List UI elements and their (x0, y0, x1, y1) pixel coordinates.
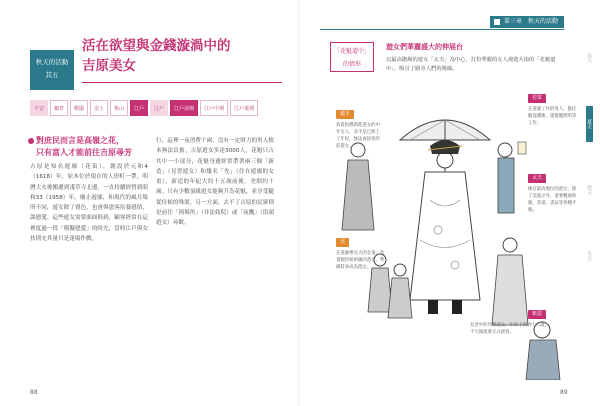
page-title (82, 36, 282, 76)
era-active: 江戶 (130, 100, 148, 116)
tag-wakaishu: 若眾 (528, 94, 546, 103)
callout-shinzo: 見習中的年輕遊女，年約十四到十六歲，不久後就會正式接客。 (470, 323, 550, 335)
era-timeline (30, 98, 285, 118)
title-rule (82, 82, 282, 83)
chapter-rule (320, 29, 564, 30)
illustration-label-line2: 的情形 (342, 61, 361, 68)
tab-spring: 春天 (586, 53, 592, 63)
era-item: 安土 (90, 100, 108, 116)
tab-autumn: 秋天 (586, 185, 592, 195)
era-label: 江戶 (150, 100, 168, 116)
tab-winter: 冬天 (586, 251, 592, 261)
subhead-line-1: 對庶民而言是高嶺之花， (36, 136, 124, 145)
era-item: 桃山 (110, 100, 128, 116)
title-line-2: 吉原美女 (82, 58, 136, 74)
body-column-2: 行，這裡一夜消費千兩，沒有一定財力的男人根本無法負擔。吉原遊女多達3000人，花魁只占其中一小部分，花魁身邊經常帶著兩三個「新造」（見習遊女）和幾名「禿」（住在遊廓的女童）。新造的年紀大約十五歲前後，禿則約十歲。只有少數頂級遊女能夠升為花魁，並享受隨從侍候的殊榮。另一方面，去不了吉原的民眾則是前往「岡場所」（非法妓院）或「夜鷹」（街頭遊女）尋歡。 (156, 138, 274, 227)
tab-summer: 夏天 (586, 106, 593, 142)
subhead (36, 135, 156, 159)
subhead-bullet-icon (28, 138, 34, 144)
era-label: 平安 (30, 100, 48, 116)
season-tabs (586, 40, 600, 304)
section-badge-line1: 秋天的活動 (35, 58, 69, 66)
chapter-header: 第三章 秋天的活動 (490, 16, 564, 28)
page-number-left: 88 (30, 389, 38, 396)
era-item: 戰國 (70, 100, 88, 116)
illustration-label-line1: 「花魁道中」 (333, 48, 370, 55)
illustration-label (330, 42, 374, 72)
section-badge-line2: 其五 (45, 71, 59, 79)
title-line-1: 活在欲望與金錢漩渦中的 (82, 38, 231, 54)
page-number-right: 89 (560, 389, 568, 396)
subhead-line-2: 只有富人才能前往吉原尋芳 (36, 148, 132, 157)
tag-tayu: 太夫 (528, 174, 546, 183)
tag-kamuro: 禿 (336, 238, 349, 247)
callout-yarite: 負責指導新進遊女的中年女人，多半是已經上了年紀，無法再接客的前遊女。 (336, 123, 380, 149)
callout-tayu: 擁有最高地位的遊女，除了美貌之外，還要精通和歌、茶道、書法等各種才藝。 (528, 187, 577, 213)
era-item: 鎌倉 (50, 100, 68, 116)
body-column-1: 吉原是知名遊廓（花街），創設於元和4（1618）年，原本位於現在的人形町一帶，明曆大火後搬遷到淺草寺北邊，一直持續經營到昭和33（1958）年。廢止遊廓，和現代的風月場所不同，遊女除了賣色，也會與恩客培養感情，談戀愛。這些遊女需要面面俱到，顧客經常在這裡度過一段「模擬戀愛」的時光，當時江戶與女扶則充其量只是逢場作戲。 (30, 164, 148, 243)
illustration-caption: 以最高階級的遊女「太夫」為中心，打扮華麗的女人漫遊大街的「花魁道中」，吸引了路旁人們的視線。 (386, 57, 556, 72)
era-item: 江戶後期 (230, 100, 258, 116)
tag-shinzo: 新造 (528, 310, 546, 319)
section-badge (30, 50, 74, 90)
callout-kamuro: 在遊廓裡長大的女童，負責服侍姐姐級的遊女，準備將來成為遊女。 (336, 251, 385, 270)
tag-yarite: 遣手 (336, 110, 354, 119)
illustration-heading: 遊女們華麗盛大的伸展台 (386, 43, 463, 51)
era-item: 江戶中期 (200, 100, 228, 116)
callout-wakaishu: 在遊廓工作的男人，擔任隨從護衛、提燈籠照明等工作。 (528, 107, 577, 126)
era-item: 江戶前期 (170, 100, 198, 116)
